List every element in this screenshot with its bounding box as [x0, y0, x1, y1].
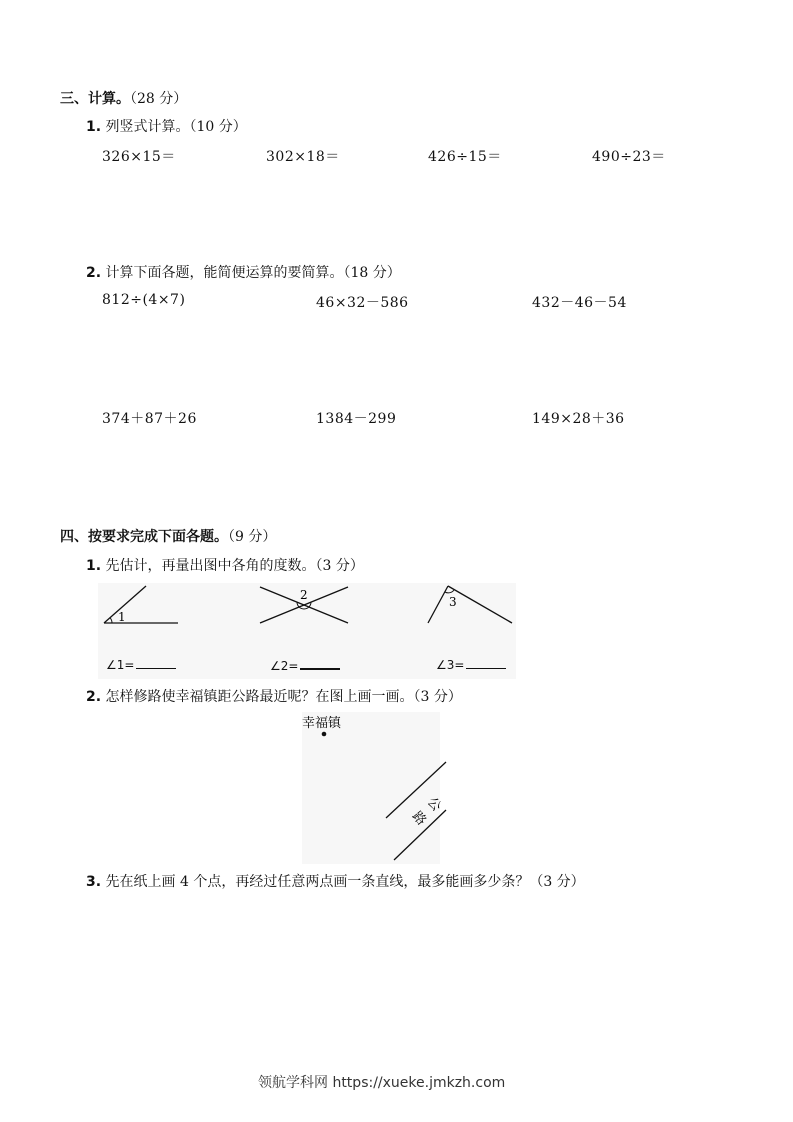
q3-2-item-1: 812÷(4×7) — [102, 292, 186, 308]
q4-1-number: 1. — [86, 558, 102, 574]
q4-3-prompt — [86, 871, 585, 891]
angle-1-answer — [106, 658, 176, 672]
town-label: 幸福镇 — [302, 716, 342, 731]
q3-1-item-4: 490÷23＝ — [592, 149, 666, 165]
road-char-1: 公 — [423, 794, 444, 815]
q3-2-item-2: 46×32－586 — [316, 295, 409, 311]
angle-2-answer-label: ∠2= — [270, 659, 299, 673]
q4-2-number: 2. — [86, 689, 102, 705]
q3-2-prompt — [86, 262, 401, 282]
q3-1-item-1: 326×15＝ — [102, 149, 176, 165]
q4-1-text: 先估计，再量出图中各角的度数。 — [105, 558, 316, 574]
angle-3-answer-label: ∠3= — [436, 658, 465, 672]
q3-2-item-5: 1384－299 — [316, 411, 397, 427]
angle-2-figure — [260, 587, 348, 623]
section-4-score: （9 分） — [228, 529, 277, 545]
road-map-svg — [302, 712, 444, 864]
angle-2-label: 2 — [300, 588, 308, 602]
q3-1-prompt — [86, 116, 247, 136]
q4-1-prompt — [86, 555, 364, 575]
angle-3-answer-blank[interactable] — [466, 658, 506, 669]
q4-3-score: （3 分） — [529, 874, 585, 890]
section-3-score: （28 分） — [130, 91, 188, 107]
angle-2-answer-blank[interactable] — [300, 658, 340, 670]
q4-3-text: 先在纸上画 4 个点，再经过任意两点画一条直线，最多能画多少条？ — [105, 874, 530, 890]
q3-2-score: （18 分） — [343, 265, 401, 281]
q3-1-item-3: 426÷15＝ — [428, 149, 502, 165]
q3-1-text: 列竖式计算。 — [105, 119, 190, 135]
angle-2-answer — [270, 658, 340, 673]
q3-1-number: 1. — [86, 119, 102, 135]
road-map-panel — [302, 712, 444, 864]
q3-2-text: 计算下面各题，能简便运算的要简算。 — [105, 265, 344, 281]
section-4-heading — [60, 526, 276, 546]
section-3-title: 三、计算。 — [60, 91, 130, 107]
q3-2-item-3: 432－46－54 — [532, 295, 627, 311]
angle-1-figure — [104, 586, 178, 624]
q3-2-item-6: 149×28＋36 — [532, 411, 625, 427]
q4-1-score: （3 分） — [315, 558, 364, 574]
angle-1-answer-blank[interactable] — [136, 658, 176, 669]
angle-1-answer-label: ∠1= — [106, 658, 135, 672]
q3-2-number: 2. — [86, 265, 102, 281]
road-char-2: 路 — [408, 808, 429, 829]
q4-2-score: （3 分） — [413, 689, 462, 705]
q4-3-number: 3. — [86, 874, 102, 890]
q3-1-item-2: 302×18＝ — [266, 149, 340, 165]
q3-2-item-4: 374＋87＋26 — [102, 411, 197, 427]
angle-1-label: 1 — [118, 610, 126, 624]
angle-3-label: 3 — [449, 595, 457, 609]
footer-watermark: 领航学科网 https://xueke.jmkzh.com — [258, 1075, 506, 1091]
section-4-title: 四、按要求完成下面各题。 — [60, 529, 228, 545]
q4-2-prompt — [86, 686, 462, 706]
q4-2-text: 怎样修路使幸福镇距公路最近呢？在图上画一画。 — [105, 689, 414, 705]
q3-1-score: （10 分） — [189, 119, 247, 135]
angle-3-answer — [436, 658, 506, 672]
section-3-heading — [60, 88, 187, 108]
angle-3-figure — [428, 586, 512, 623]
town-point — [322, 732, 327, 737]
